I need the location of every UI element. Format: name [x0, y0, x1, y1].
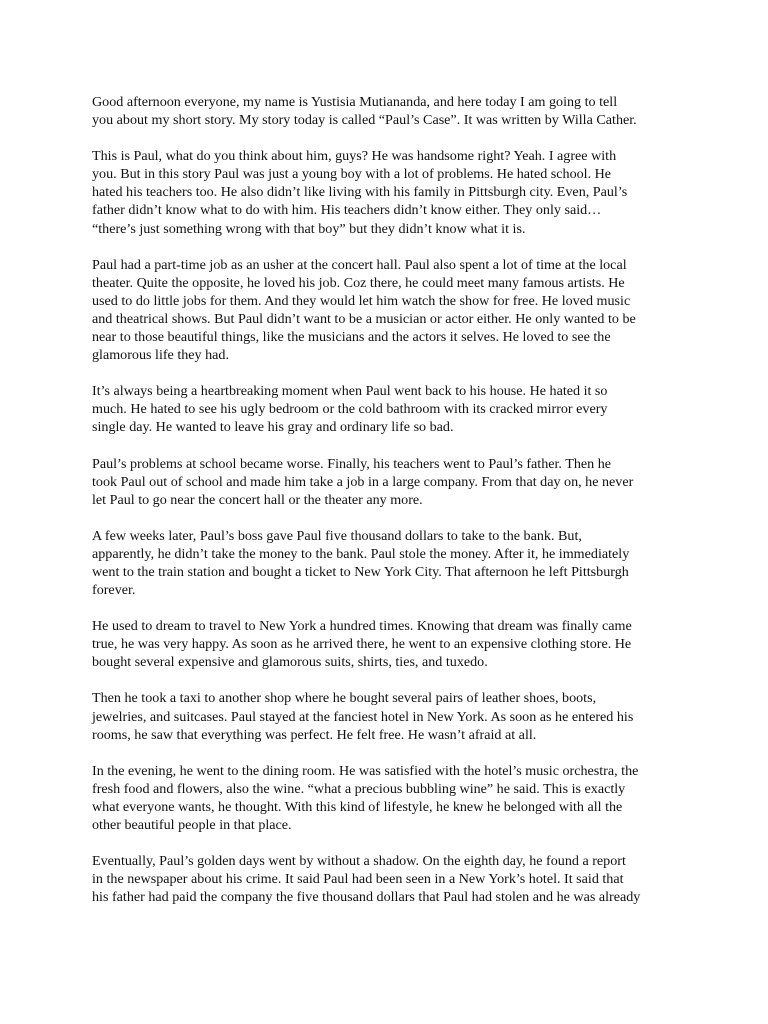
paragraph-dining-room: In the evening, he went to the dining room. He was satisfied with the hotel’s music orchestra, the fresh food and flowers, also the wine. “what a precious bubbling wine” he said. This is exactly what everyone wants, he thought. With this kind of lifestyle, he knew he belonged with all the other beautiful people in that place. — [92, 762, 639, 833]
paragraph-new-york-dream: He used to dream to travel to New York a hundred times. Knowing that dream was finally came true, he was very happy. As soon as he arrived there, he went to an expensive clothing store. He bought several expensive and glamorous suits, shirts, ties, and tuxedo. — [92, 618, 632, 671]
paragraph-shopping-hotel: Then he took a taxi to another shop where he bought several pairs of leather shoes, boots, jewelries, and suitcases. Paul stayed at the fanciest hotel in New York. As soon as he entered his rooms, he saw that everything was perfect. He felt free. He wasn’t afraid at all. — [92, 690, 634, 743]
paragraph-usher-job: Paul had a part-time job as an usher at the concert hall. Paul also spent a lot of time at the local theater. Quite the opposite, he loved his job. Coz there, he could meet many famous artists. He used to do little jobs for them. And they would let him watch the show for free. He loved music and theatrical shows. But Paul didn’t want to be a musician or actor either. He only wanted to be near to those beautiful things, like the musicians and the actors it selves. He loved to see the glamorous life they had. — [92, 256, 636, 364]
paragraph-stolen-money: A few weeks later, Paul’s boss gave Paul five thousand dollars to take to the bank. But, apparently, he didn’t take the money to the bank. Paul stole the money. After it, he immediately went to the train station and bought a ticket to New York City. That afternoon he left Pittsburgh forever. — [92, 527, 630, 599]
paragraph-intro: Good afternoon everyone, my name is Yustisia Mutiananda, and here today I am going to tell you about my short story. My story today is called “Paul’s Case”. It was written by Willa Cather. — [92, 94, 637, 129]
paragraph-golden-days: Eventually, Paul’s golden days went by without a shadow. On the eighth day, he found a report in the newspaper about his crime. It said Paul had been seen in a New York’s hotel. It said that his father had paid the company the five thousand dollars that Paul had stolen and he was already — [92, 853, 641, 906]
paragraph-school-problems: Paul’s problems at school became worse. Finally, his teachers went to Paul’s father. Then he took Paul out of school and made him take a job in a large company. From that day on, he never let Paul to go near the concert hall or the theater any more. — [92, 455, 634, 508]
document-body — [92, 93, 717, 924]
paragraph-about-paul: This is Paul, what do you think about him, guys? He was handsome right? Yeah. I agree with you. But in this story Paul was just a young boy with a lot of problems. He hated school. He hated his teachers too. He also didn’t like living with his family in Pittsburgh city. Even, Paul’s father didn’t know what to do with him. His teachers didn’t know either. They only said… “there’s just something wrong with that boy” but they didn’t know what it is. — [92, 148, 628, 237]
paragraph-home: It’s always being a heartbreaking moment when Paul went back to his house. He hated it so much. He hated to see his ugly bedroom or the cold bathroom with its cracked mirror every single day. He wanted to leave his gray and ordinary life so bad. — [92, 383, 608, 436]
